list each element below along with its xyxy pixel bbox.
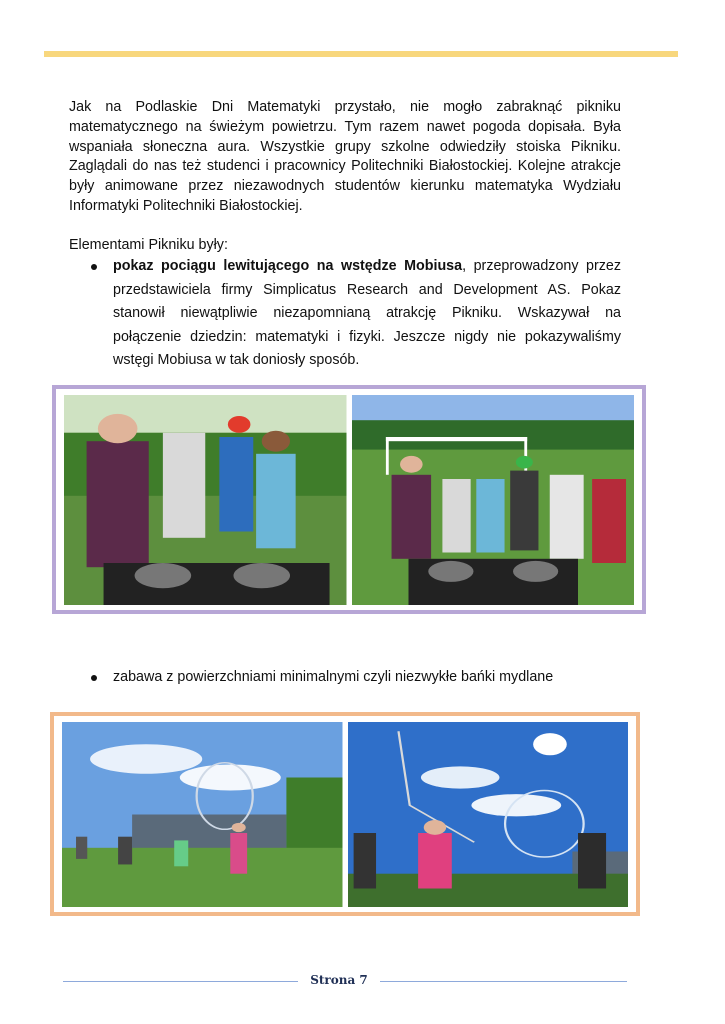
photo-mobius-demo-crowd	[352, 395, 635, 605]
list-item	[113, 666, 621, 690]
footer-rule-left	[63, 981, 298, 982]
intro-paragraph: Jak na Podlaskie Dni Matematyki przystało, nie mogło zabraknąć pikniku matematycznego na świeżym powietrzu. Tym razem nawet pogoda dopisała. Była wspaniała słoneczna aura. Wszystkie grupy szkolne odwiedziły stoiska Pikniku. Zaglądali do nas też studenci i pracownicy Politechniki Białostockiej. Kolejne atrakcje były animowane przez niezawodnych studentów kierunku matematyka Wydziału Informatyki Politechniki Białostockiej.	[69, 99, 621, 214]
list-item-text: zabawa z powierzchniami minimalnymi czyli niezwykłe bańki mydlane	[113, 669, 554, 685]
photo-bubbles-girl	[348, 722, 629, 907]
photo-frame-bubbles	[50, 712, 640, 916]
page-number: Strona 7	[310, 973, 368, 987]
list-item	[113, 255, 621, 373]
list-item-text: , przeprowadzony przez przedstawiciela firmy Simplicatus Research and Development AS. Pokaz stanowił niewątpliwie niezapomnianą atrakcję Pikniku. Wskazywał na połączenie dziedzin: matematyki i fizyki. Jeszcze nigdy nie pokazywaliśmy wstęgi Mobiusa w tak doniosły sposób.	[113, 258, 621, 368]
footer-rule-right	[380, 981, 627, 982]
photo-bubbles-field	[62, 722, 343, 907]
photo-frame-mobius	[52, 385, 646, 614]
list-item-bold: pokaz pociągu lewitującego na wstędze Mobiusa	[113, 258, 463, 274]
list-lead: Elementami Pikniku były:	[69, 237, 228, 253]
photo-mobius-demo-closeup	[64, 395, 347, 605]
header-accent-bar	[44, 51, 678, 57]
